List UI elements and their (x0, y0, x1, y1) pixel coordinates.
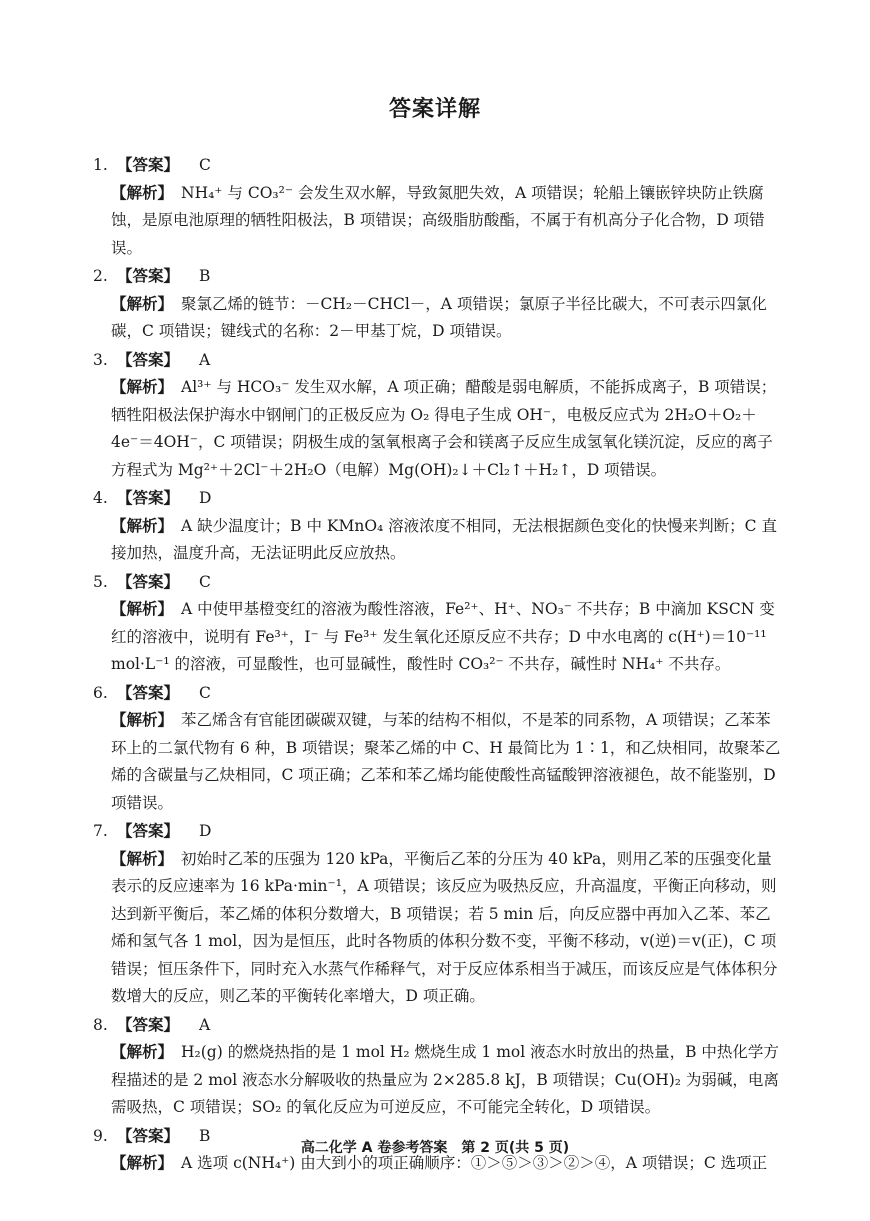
analysis-block (93, 291, 783, 346)
answer-item (93, 152, 783, 262)
question-number: 1. (93, 156, 108, 174)
answer-item (93, 680, 783, 818)
analysis-block (93, 374, 783, 484)
analysis-text: H₂(g) 的燃烧热指的是 1 mol H₂ 燃烧生成 1 mol 液态水时放出的热量，B 中热化学方程描述的是 2 mol 液态水分解吸收的热量应为 2×285.8 kJ，B 项错误；Cu(OH)₂ 为弱碱，电离需吸热，C 项错误；SO₂ 的氧化反应为可逆反应，不可能完全转化，D 项错误。 (111, 1043, 779, 1116)
answer-value: A (199, 350, 211, 369)
answer-tag: 【答案】 (117, 1015, 180, 1034)
question-number: 3. (93, 350, 108, 369)
question-number: 7. (93, 822, 108, 840)
analysis-block (93, 596, 783, 679)
answer-tag: 【答案】 (117, 267, 180, 285)
analysis-tag: 【解析】 (111, 600, 174, 618)
answer-value: C (199, 683, 211, 702)
answer-value: B (199, 267, 211, 285)
answer-tag: 【答案】 (117, 822, 180, 840)
answer-value: D (199, 822, 212, 840)
analysis-tag: 【解析】 (111, 378, 174, 396)
answer-value: D (199, 489, 212, 507)
answer-value: C (199, 572, 211, 591)
question-number: 8. (93, 1015, 108, 1034)
answer-item (93, 569, 783, 679)
answer-tag: 【答案】 (117, 572, 180, 591)
page-title: 答案详解 (388, 97, 481, 122)
analysis-block (93, 1039, 783, 1122)
analysis-block (93, 180, 783, 263)
answer-value: A (199, 1015, 211, 1034)
answer-line (93, 680, 783, 708)
answer-tag: 【答案】 (117, 489, 180, 507)
analysis-tag: 【解析】 (111, 849, 174, 868)
question-number: 6. (93, 683, 108, 702)
answer-tag: 【答案】 (117, 350, 180, 369)
answer-tag: 【答案】 (117, 683, 180, 702)
answer-item (93, 485, 783, 568)
question-number: 4. (93, 489, 108, 507)
analysis-text: A 中使甲基橙变红的溶液为酸性溶液，Fe²⁺、H⁺、NO₃⁻ 不共存；B 中滴加 KSCN 变红的溶液中，说明有 Fe³⁺，I⁻ 与 Fe³⁺ 发生氧化还原反应不共存；D 中水电离的 c(H⁺)＝10⁻¹¹ mol·L⁻¹ 的溶液，可显酸性，也可显碱性，酸性时 CO₃²⁻ 不共存，碱性时 NH₄⁺ 不共存。 (111, 600, 775, 673)
analysis-text: 聚氯乙烯的链节：－CH₂－CHCl－，A 项错误；氯原子半径比碳大，不可表示四氯化碳，C 项错误；键线式的名称：2－甲基丁烷，D 项错误。 (111, 294, 767, 340)
answer-line (93, 263, 783, 291)
analysis-text: A 缺少温度计；B 中 KMnO₄ 溶液浓度不相同，无法根据颜色变化的快慢来判断；C 直接加热，温度升高，无法证明此反应放热。 (111, 516, 777, 562)
analysis-text: Al³⁺ 与 HCO₃⁻ 发生双水解，A 项正确；醋酸是弱电解质，不能拆成离子，B 项错误；牺牲阳极法保护海水中钢闸门的正极反应为 O₂ 得电子生成 OH⁻，电极反应式为 2H₂O＋O₂＋4e⁻＝4OH⁻，C 项错误；阴极生成的氢氧根离子会和镁离子反应生成氢氧化镁沉淀，反应的离子方程式为 Mg²⁺＋2Cl⁻＋2H₂O（电解）Mg(OH)₂↓＋Cl₂↑＋H₂↑，D 项错误。 (111, 378, 777, 479)
analysis-block (93, 846, 783, 1011)
analysis-block (93, 707, 783, 817)
answer-line (93, 1012, 783, 1040)
answer-tag: 【答案】 (117, 1126, 180, 1145)
analysis-tag: 【解析】 (111, 711, 174, 729)
page-footer: 高二化学 A 卷参考答案 第 2 页(共 5 页) (300, 1140, 570, 1156)
analysis-tag: 【解析】 (111, 1154, 174, 1172)
analysis-text: 初始时乙苯的压强为 120 kPa，平衡后乙苯的分压为 40 kPa，则用乙苯的压强变化量表示的反应速率为 16 kPa·min⁻¹，A 项错误；该反应为吸热反应，升高温度，平衡正向移动，则达到新平衡后，苯乙烯的体积分数增大，B 项错误；若 5 min 后，向反应器中再加入乙苯、苯乙烯和氢气各 1 mol，因为是恒压，此时各物质的体积分数不变，平衡不移动，v(逆)＝v(正)，C 项错误；恒压条件下，同时充入水蒸气作稀释气，对于反应体系相当于减压，而该反应是气体体积分数增大的反应，则乙苯的平衡转化率增大，D 项正确。 (111, 849, 778, 1005)
answer-line (93, 152, 783, 180)
analysis-block (93, 513, 783, 568)
answer-item (93, 818, 783, 1011)
answer-line (93, 347, 783, 375)
answer-item (93, 263, 783, 346)
answer-value: C (199, 156, 211, 174)
analysis-text: NH₄⁺ 与 CO₃²⁻ 会发生双水解，导致氮肥失效，A 项错误；轮船上镶嵌锌块防止铁腐蚀，是原电池原理的牺牲阳极法，B 项错误；高级脂肪酸酯，不属于有机高分子化合物，D 项错误。 (111, 183, 765, 257)
answer-item (93, 347, 783, 485)
question-number: 2. (93, 267, 108, 285)
answer-line (93, 485, 783, 513)
question-number: 5. (93, 572, 108, 591)
answer-tag: 【答案】 (117, 156, 180, 174)
answer-line (93, 818, 783, 846)
analysis-tag: 【解析】 (111, 294, 174, 313)
analysis-tag: 【解析】 (111, 183, 174, 202)
answer-line (93, 569, 783, 597)
question-number: 9. (93, 1126, 108, 1145)
analysis-tag: 【解析】 (111, 1043, 174, 1061)
answer-item (93, 1012, 783, 1122)
analysis-text: 苯乙烯含有官能团碳碳双键，与苯的结构不相似，不是苯的同系物，A 项错误；乙苯苯环上的二氯代物有 6 种，B 项错误；聚苯乙烯的中 C、H 最简比为 1∶1，和乙炔相同，故聚苯乙烯的含碳量与乙炔相同，C 项正确；乙苯和苯乙烯均能使酸性高锰酸钾溶液褪色，故不能鉴别，D 项错误。 (111, 711, 781, 812)
analysis-text: A 选项 c(NH₄⁺) 由大到小的项正确顺序：①＞⑤＞③＞②＞④，A 项错误；C 选项正 (181, 1154, 768, 1172)
answer-list (93, 152, 783, 1179)
answer-value: B (199, 1126, 211, 1145)
analysis-tag: 【解析】 (111, 516, 174, 535)
